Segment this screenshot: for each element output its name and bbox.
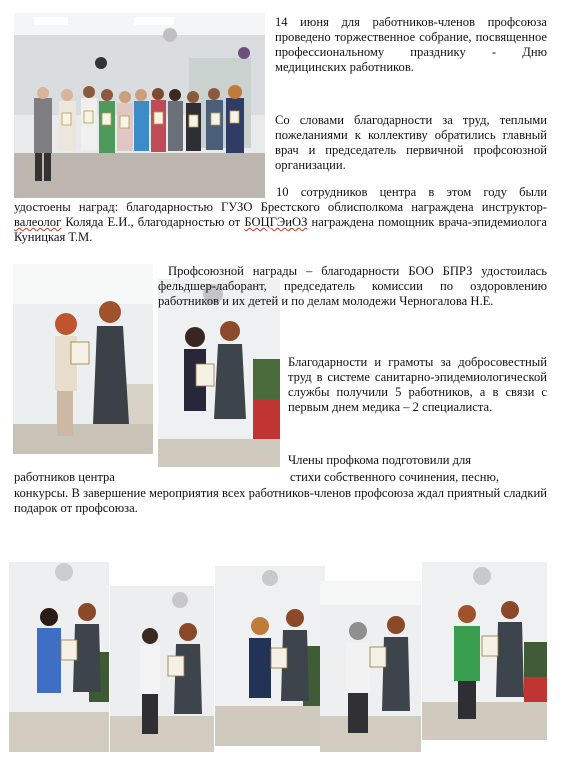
awards-text-a: 10 сотрудников центра в этом году были удостоены наград: благодарностью ГУЗО Брестского облисполкома награждена инструктор- — [14, 185, 547, 214]
paragraph-gratitude — [275, 113, 547, 173]
profkom-line-2 — [14, 470, 547, 485]
intro-text: 14 июня для работников-членов профсоюза проведено торжественное собрание, посвященное профессиональному празднику - Дню медицинских работников. — [275, 15, 547, 74]
awards-text-b: Коляда Е.И., благодарностью от — [61, 215, 245, 229]
profkom-text-c: стихи собственного сочинения, песню, — [290, 470, 500, 484]
paragraph-certificates — [288, 355, 547, 415]
paragraph-union-award — [158, 264, 547, 309]
profkom-text-b: работников центра — [14, 470, 115, 484]
paragraph-awards — [14, 185, 547, 245]
gratitude-text: Со словами благодарности за труд, теплыми пожеланиями к коллективу обратились главный врач и председатель первичной профсоюзной организации. — [275, 113, 547, 172]
certificates-text: Благодарности и грамоты за добросовестный труд в системе санитарно-эпидемиологической службы получили 5 работников, а в связи с первым днем медика – 2 специалиста. — [288, 355, 547, 414]
award-photo-4 — [110, 586, 214, 752]
profkom-text-a: Члены профкома подготовили для — [288, 453, 472, 467]
award-photo-1 — [13, 264, 153, 454]
paragraph-finale — [14, 486, 547, 516]
award-photo-5 — [215, 566, 325, 746]
awards-text-c: награждена помощник врача-эпидемиолога Куницкая Т.М. — [14, 215, 548, 244]
group-photo — [14, 13, 265, 198]
award-photo-3 — [9, 562, 109, 752]
award-photo-7 — [422, 562, 547, 740]
award-photo-6 — [320, 581, 421, 752]
profkom-text-d: конкурсы. В завершение мероприятия всех работников-членов профсоюза ждал приятный сладкий подарок от профсоюза. — [14, 486, 547, 515]
union-award-text: Профсоюзной награды – благодарности БОО БПРЗ удостоилась фельдшер-лаборант, председатель комиссии по оздоровлению работников и их детей и по делам молодежи Черногалова Н.Е. — [158, 264, 547, 308]
paragraph-intro — [275, 15, 547, 75]
paragraph-profkom — [288, 453, 547, 468]
awards-term-valeolog: валеолог — [14, 215, 62, 229]
awards-org-bocge: БОЦГЭиОЗ — [244, 215, 308, 229]
